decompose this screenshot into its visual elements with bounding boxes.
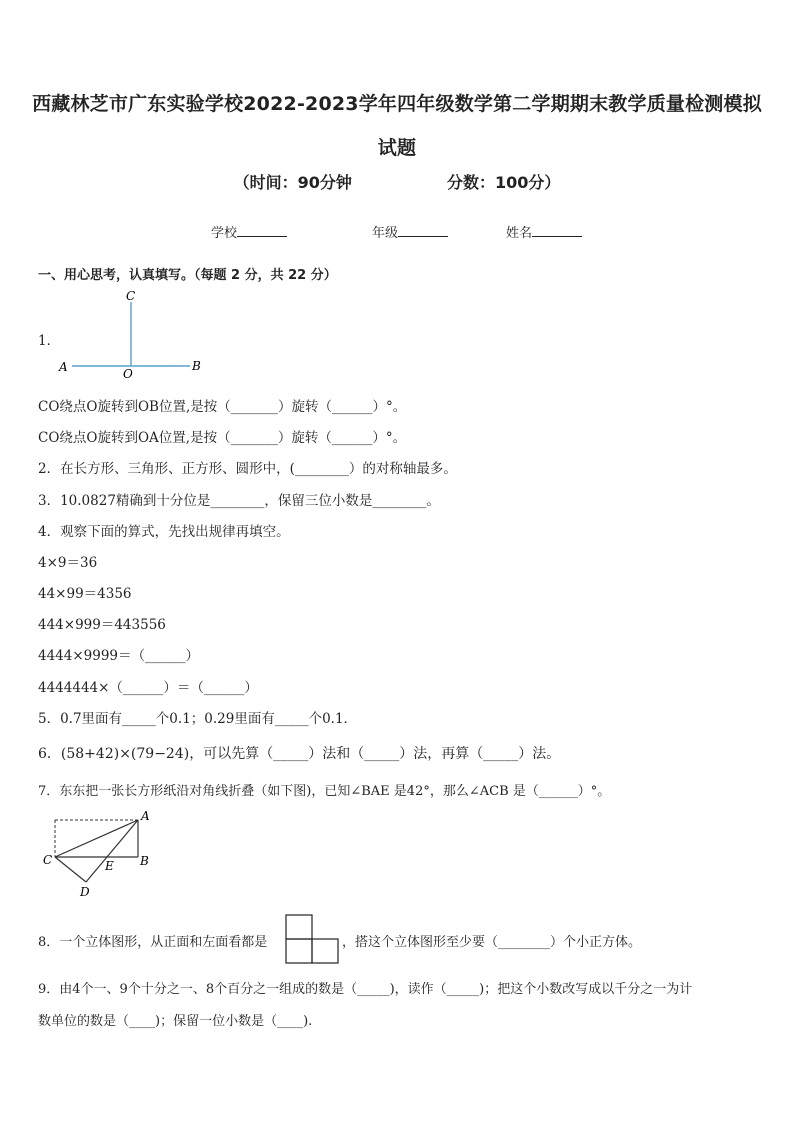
- label-c: C: [43, 853, 53, 867]
- label-b: B: [192, 359, 201, 373]
- label-e: E: [105, 859, 114, 873]
- q5-text: 5．0.7里面有_____个0.1；0.29里面有_____个0.1．: [38, 711, 358, 727]
- label-d: D: [80, 885, 90, 899]
- q1-line2: CO绕点O旋转到OA位置,是按（_______）旋转（______）°。: [38, 430, 407, 446]
- label-a: A: [59, 360, 68, 374]
- q2-text: 2．在长方形、三角形、正方形、圆形中，(________）的对称轴最多。: [38, 461, 457, 477]
- q4-eq1: 4×9＝36: [38, 555, 98, 571]
- score-label: 分数：100分）: [446, 173, 561, 192]
- school-field: 学校: [211, 222, 287, 241]
- exam-subtitle: [0, 170, 794, 193]
- label-b: B: [140, 854, 149, 868]
- label-a: A: [141, 809, 150, 823]
- q8-text-pre: 8．一个立体图形，从正面和左面看都是: [38, 935, 268, 950]
- q4-eq3: 444×999＝443556: [38, 617, 166, 633]
- q6-text: 6．(58+42)×(79−24)，可以先算（_____）法和（_____）法，再算（_____）法。: [38, 746, 561, 762]
- exam-title: 西藏林芝市广东实验学校2022-2023学年四年级数学第二学期期末教学质量检测模拟试题: [32, 93, 762, 159]
- q9-line2: 数单位的数是（____)；保留一位小数是（____).: [38, 1014, 313, 1029]
- name-field: 姓名: [506, 222, 582, 241]
- q8-view-figure: [285, 914, 341, 964]
- q3-text: 3．10.0827精确到十分位是________，保留三位小数是________。: [38, 493, 440, 509]
- label-o: O: [123, 367, 133, 380]
- q4-intro: 4．观察下面的算式，先找出规律再填空。: [38, 524, 290, 540]
- section-heading: 一、用心思考，认真填写。（每题 2 分，共 22 分）: [38, 268, 337, 283]
- time-label: （时间：90分钟: [233, 173, 352, 192]
- q7-text: 7．东东把一张长方形纸沿对角线折叠（如下图)，已知∠BAE 是42°，那么∠ACB 是（______）°。: [38, 784, 611, 799]
- q1-line1: CO绕点O旋转到OB位置,是按（_______）旋转（______）°。: [38, 399, 407, 415]
- q4-eq2: 44×99＝4356: [38, 586, 132, 602]
- q1-angle-figure: [52, 288, 212, 380]
- q8-text-post: ，搭这个立体图形至少要（________）个小正方体。: [342, 935, 642, 950]
- q4-eq5: 4444444×（______）＝（______）: [38, 680, 258, 696]
- q7-fold-figure: [40, 808, 160, 900]
- grade-field: 年级: [372, 222, 448, 241]
- q9-line1: 9．由4个一、9个十分之一、8个百分之一组成的数是（_____)，读作（_____)；把这个小数改写成以千分之一为计: [38, 982, 693, 997]
- q4-eq4: 4444×9999＝（______）: [38, 648, 200, 664]
- q1-number: 1．: [38, 333, 61, 349]
- label-c: C: [126, 289, 136, 303]
